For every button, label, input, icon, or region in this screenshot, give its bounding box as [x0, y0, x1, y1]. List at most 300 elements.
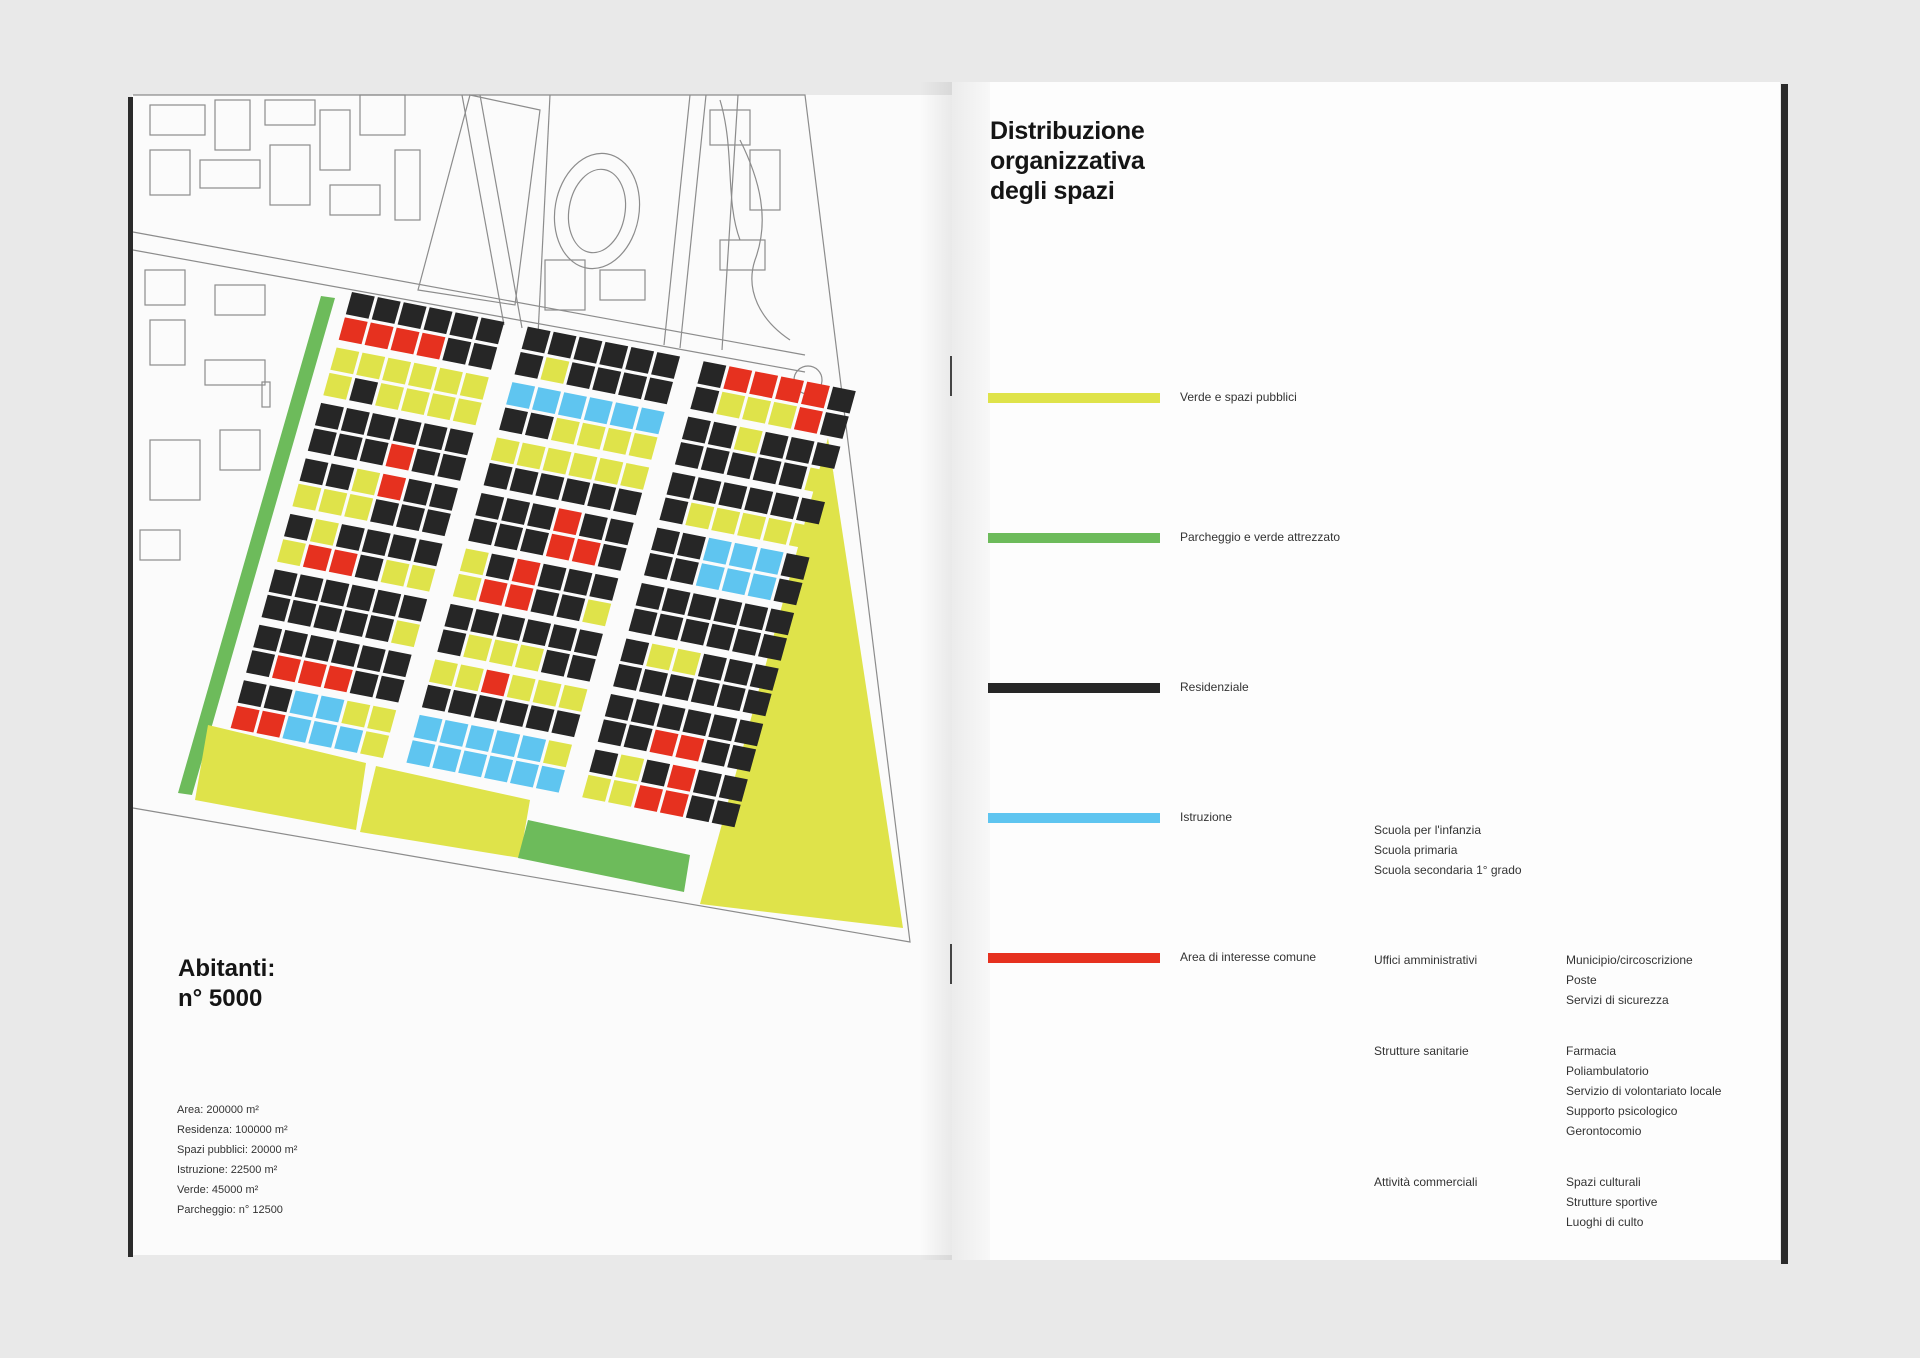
- cell-residenziale: [701, 740, 730, 767]
- cell-istruzione: [506, 382, 535, 409]
- abitanti-heading: [178, 954, 478, 1014]
- cell-interesse: [749, 371, 778, 398]
- cell-residenziale: [474, 695, 503, 722]
- stat-verde: Verde: 45000 m²: [177, 1184, 259, 1196]
- cell-verde: [360, 731, 389, 758]
- cell-residenziale: [414, 539, 443, 566]
- map-building: [215, 285, 265, 315]
- cell-interesse: [481, 670, 510, 697]
- cell-verde: [429, 659, 458, 686]
- cell-verde: [427, 393, 456, 420]
- cell-residenziale: [367, 413, 396, 440]
- cell-residenziale: [357, 645, 386, 672]
- cell-verde: [540, 357, 569, 384]
- detail-item: Municipio/circoscrizione: [1566, 953, 1693, 967]
- cell-istruzione: [308, 721, 337, 748]
- cell-residenziale: [422, 509, 451, 536]
- cell-residenziale: [713, 598, 742, 625]
- legend-label-interesse: Area di interesse comune: [1180, 950, 1317, 964]
- cell-residenziale: [393, 418, 422, 445]
- cell-residenziale: [494, 524, 523, 551]
- cell-residenziale: [468, 518, 497, 545]
- cell-verde: [543, 740, 572, 767]
- cell-residenziale: [566, 362, 595, 389]
- cell-residenziale: [370, 499, 399, 526]
- cell-residenziale: [697, 361, 726, 388]
- cell-residenziale: [429, 484, 458, 511]
- cell-interesse: [667, 765, 696, 792]
- cell-verde: [716, 392, 745, 419]
- cell-residenziale: [567, 655, 596, 682]
- legend-swatch-residenziale: [988, 683, 1160, 693]
- cell-residenziale: [484, 463, 513, 490]
- legend-label-istruzione: Istruzione: [1180, 810, 1233, 824]
- cell-verde: [685, 503, 714, 530]
- legend-swatch-parcheggio: [988, 533, 1160, 543]
- stat-spazi-pubblici: Spazi pubblici: 20000 m²: [177, 1144, 298, 1156]
- stat-parcheggio: Parcheggio: n° 12500: [177, 1204, 283, 1216]
- cell-verde: [391, 620, 420, 647]
- cell-residenziale: [525, 413, 554, 440]
- cell-verde: [351, 469, 380, 496]
- cell-verde: [318, 489, 347, 516]
- cell-istruzione: [536, 766, 565, 793]
- map-building: [750, 150, 780, 210]
- cell-verde: [408, 363, 437, 390]
- cell-verde: [453, 398, 482, 425]
- cell-residenziale: [698, 654, 727, 681]
- cell-verde: [356, 353, 385, 380]
- map-road: [133, 250, 805, 372]
- cell-residenziale: [538, 564, 567, 591]
- cell-residenziale: [526, 705, 555, 732]
- cell-residenziale: [592, 367, 621, 394]
- cell-residenziale: [690, 387, 719, 414]
- cell-residenziale: [253, 625, 282, 652]
- cell-istruzione: [439, 720, 468, 747]
- margin-tick: [950, 356, 952, 396]
- cell-residenziale: [598, 719, 627, 746]
- cell-residenziale: [339, 610, 368, 637]
- map-building: [220, 430, 260, 470]
- cell-residenziale: [320, 580, 349, 607]
- cell-verde: [401, 388, 430, 415]
- cell-verde: [507, 675, 536, 702]
- cell-interesse: [546, 534, 575, 561]
- map-building: [150, 320, 185, 365]
- cell-residenziale: [667, 472, 696, 499]
- cell-residenziale: [269, 569, 298, 596]
- cell-residenziale: [665, 674, 694, 701]
- cell-istruzione: [315, 696, 344, 723]
- cell-verde: [491, 438, 520, 465]
- cell-verde: [608, 780, 637, 807]
- cell-residenziale: [449, 312, 478, 339]
- title-line-3: degli spazi: [990, 177, 1115, 205]
- cell-residenziale: [644, 378, 673, 405]
- cell-residenziale: [437, 629, 466, 656]
- cell-verde: [558, 685, 587, 712]
- cell-residenziale: [598, 544, 627, 571]
- cell-residenziale: [573, 337, 602, 364]
- cell-verde: [489, 640, 518, 667]
- map-road: [480, 95, 522, 328]
- cell-verde: [455, 665, 484, 692]
- cell-residenziale: [651, 528, 680, 555]
- cell-istruzione: [491, 730, 520, 757]
- cell-istruzione: [406, 740, 435, 767]
- cell-residenziale: [708, 422, 737, 449]
- cell-residenziale: [548, 332, 577, 359]
- cell-verde: [515, 645, 544, 672]
- cell-residenziale: [308, 428, 337, 455]
- cell-residenziale: [613, 664, 642, 691]
- cell-residenziale: [662, 588, 691, 615]
- cell-verde: [672, 649, 701, 676]
- cell-istruzione: [729, 543, 758, 570]
- stat-area: Area: 200000 m²: [177, 1104, 259, 1116]
- cell-interesse: [391, 328, 420, 355]
- legend-item-verde: [988, 390, 1468, 433]
- cell-residenziale: [551, 710, 580, 737]
- map-building: [270, 145, 310, 205]
- cell-residenziale: [605, 519, 634, 546]
- cell-istruzione: [696, 563, 725, 590]
- cell-residenziale: [587, 483, 616, 510]
- cell-verde: [434, 368, 463, 395]
- cell-residenziale: [786, 437, 815, 464]
- cell-interesse: [650, 730, 679, 757]
- cell-verde: [277, 539, 306, 566]
- cell-verde: [460, 549, 489, 576]
- cell-residenziale: [437, 454, 466, 481]
- cell-interesse: [775, 377, 804, 404]
- abitanti-value: n° 5000: [178, 985, 263, 1012]
- cell-residenziale: [331, 640, 360, 667]
- abitanti-label: Abitanti:: [178, 955, 276, 982]
- cell-residenziale: [670, 558, 699, 585]
- cell-residenziale: [682, 709, 711, 736]
- cell-residenziale: [692, 477, 721, 504]
- cell-residenziale: [475, 493, 504, 520]
- legend-label-verde: Verde e spazi pubblici: [1180, 390, 1297, 404]
- cell-interesse: [801, 382, 830, 409]
- cell-residenziale: [346, 585, 375, 612]
- cell-residenziale: [535, 473, 564, 500]
- cell-residenziale: [657, 704, 686, 731]
- cell-residenziale: [501, 498, 530, 525]
- cell-verde: [620, 463, 649, 490]
- detail-item: Spazi culturali: [1566, 1175, 1641, 1189]
- cell-verde: [577, 423, 606, 450]
- cell-residenziale: [520, 529, 549, 556]
- cell-interesse: [723, 366, 752, 393]
- cell-verde: [310, 519, 339, 546]
- cell-residenziale: [350, 671, 379, 698]
- cell-istruzione: [558, 392, 587, 419]
- cell-verde: [375, 383, 404, 410]
- map-building: [140, 530, 180, 560]
- category-uffici: Uffici amministrativi: [1374, 953, 1478, 967]
- map-building: [265, 100, 315, 125]
- map-building: [545, 260, 585, 310]
- cell-istruzione: [484, 756, 513, 783]
- cell-residenziale: [706, 624, 735, 651]
- cell-residenziale: [561, 478, 590, 505]
- cell-residenziale: [388, 534, 417, 561]
- margin-tick: [950, 944, 952, 984]
- cell-residenziale: [346, 292, 375, 319]
- map-building: [330, 185, 380, 215]
- cell-residenziale: [717, 684, 746, 711]
- area-stats: [177, 1100, 477, 1220]
- cell-residenziale: [691, 679, 720, 706]
- cell-residenziale: [496, 614, 525, 641]
- legend-swatch-istruzione: [988, 813, 1160, 823]
- cell-residenziale: [701, 447, 730, 474]
- cell-verde: [517, 443, 546, 470]
- cell-residenziale: [522, 327, 551, 354]
- cell-istruzione: [532, 387, 561, 414]
- cell-interesse: [377, 474, 406, 501]
- detail-item: Scuola primaria: [1374, 843, 1458, 857]
- category-commerciali: Attività commerciali: [1374, 1175, 1478, 1189]
- map-road: [538, 95, 550, 335]
- cell-residenziale: [468, 343, 497, 370]
- cell-verde: [763, 518, 792, 545]
- legend-swatch-interesse: [988, 953, 1160, 963]
- istruzione-details: [1374, 820, 1522, 880]
- cell-interesse: [303, 544, 332, 571]
- cell-residenziale: [724, 659, 753, 686]
- cell-residenziale: [500, 700, 529, 727]
- cell-verde: [543, 448, 572, 475]
- legend-item-parcheggio: [988, 530, 1468, 573]
- parking-area-south: [518, 820, 690, 892]
- cell-residenziale: [403, 479, 432, 506]
- cell-verde: [341, 701, 370, 728]
- detail-item: Scuola per l'infanzia: [1374, 823, 1482, 837]
- cell-residenziale: [419, 423, 448, 450]
- map-building: [150, 105, 205, 135]
- cell-residenziale: [682, 417, 711, 444]
- legend-label-parcheggio: Parcheggio e verde attrezzato: [1180, 530, 1341, 544]
- cell-residenziale: [677, 533, 706, 560]
- cell-residenziale: [820, 412, 849, 439]
- map-building: [262, 382, 270, 407]
- cell-istruzione: [290, 691, 319, 718]
- cell-residenziale: [325, 464, 354, 491]
- cell-verde: [382, 358, 411, 385]
- cell-residenziale: [336, 524, 365, 551]
- cell-residenziale: [548, 624, 577, 651]
- cell-residenziale: [448, 690, 477, 717]
- cell-residenziale: [279, 630, 308, 657]
- cell-residenziale: [589, 750, 618, 777]
- cell-verde: [742, 397, 771, 424]
- legend-swatch-verde: [988, 393, 1160, 403]
- title-line-2: organizzativa: [990, 147, 1145, 175]
- cell-residenziale: [510, 468, 539, 495]
- cell-residenziale: [708, 714, 737, 741]
- map-building: [360, 95, 405, 135]
- cell-residenziale: [522, 619, 551, 646]
- map-road: [680, 95, 706, 348]
- cell-verde: [615, 755, 644, 782]
- cell-verde: [463, 634, 492, 661]
- stat-residenza: Residenza: 100000 m²: [177, 1124, 288, 1136]
- cell-residenziale: [687, 593, 716, 620]
- cell-residenziale: [396, 504, 425, 531]
- cell-interesse: [505, 584, 534, 611]
- page-title: [990, 116, 1310, 206]
- cell-istruzione: [517, 735, 546, 762]
- cell-residenziale: [376, 676, 405, 703]
- cell-interesse: [572, 539, 601, 566]
- legend-item-residenziale: [988, 680, 1468, 723]
- cell-interesse: [329, 550, 358, 577]
- cell-residenziale: [360, 439, 389, 466]
- cell-interesse: [298, 660, 327, 687]
- cell-residenziale: [305, 635, 334, 662]
- cell-residenziale: [541, 650, 570, 677]
- cell-istruzione: [748, 573, 777, 600]
- cell-residenziale: [718, 482, 747, 509]
- cell-interesse: [479, 579, 508, 606]
- detail-item: Servizi di sicurezza: [1566, 993, 1669, 1007]
- cell-residenziale: [599, 342, 628, 369]
- detail-item: Servizio di volontariato locale: [1566, 1084, 1722, 1098]
- cell-residenziale: [238, 680, 267, 707]
- cell-residenziale: [744, 487, 773, 514]
- cell-istruzione: [610, 402, 639, 429]
- cell-verde: [323, 373, 352, 400]
- cell-residenziale: [349, 378, 378, 405]
- map-building: [320, 110, 350, 170]
- cell-istruzione: [755, 548, 784, 575]
- cell-residenziale: [470, 609, 499, 636]
- cell-istruzione: [414, 715, 443, 742]
- cell-verde: [292, 484, 321, 511]
- cell-interesse: [365, 323, 394, 350]
- cell-residenziale: [563, 569, 592, 596]
- cell-residenziale: [475, 318, 504, 345]
- category-sanitarie: Strutture sanitarie: [1374, 1044, 1469, 1058]
- cell-residenziale: [639, 669, 668, 696]
- cell-interesse: [339, 317, 368, 344]
- title-line-1: Distribuzione: [990, 117, 1145, 145]
- cell-residenziale: [424, 307, 453, 334]
- cell-residenziale: [770, 493, 799, 520]
- cell-residenziale: [398, 302, 427, 329]
- cell-verde: [582, 775, 611, 802]
- cell-residenziale: [515, 352, 544, 379]
- cell-residenziale: [531, 589, 560, 616]
- cell-verde: [367, 706, 396, 733]
- cell-istruzione: [722, 568, 751, 595]
- cell-residenziale: [262, 595, 291, 622]
- cell-residenziale: [313, 605, 342, 632]
- cell-residenziale: [641, 760, 670, 787]
- map-building: [200, 160, 260, 188]
- cell-residenziale: [644, 553, 673, 580]
- cell-verde: [603, 428, 632, 455]
- cell-verde: [453, 574, 482, 601]
- cell-interesse: [257, 711, 286, 738]
- cell-interesse: [660, 790, 689, 817]
- cell-residenziale: [287, 600, 316, 627]
- cell-residenziale: [365, 615, 394, 642]
- cell-residenziale: [574, 629, 603, 656]
- cell-istruzione: [334, 726, 363, 753]
- map-building: [150, 440, 200, 500]
- cell-interesse: [794, 407, 823, 434]
- cell-residenziale: [579, 513, 608, 540]
- cell-verde: [381, 560, 410, 587]
- detail-item: Scuola secondaria 1° grado: [1374, 863, 1522, 877]
- cell-residenziale: [499, 408, 528, 435]
- detail-item: Poste: [1566, 973, 1597, 987]
- cell-residenziale: [624, 725, 653, 752]
- cell-residenziale: [355, 555, 384, 582]
- cell-interesse: [324, 666, 353, 693]
- cell-residenziale: [315, 403, 344, 430]
- cell-residenziale: [246, 650, 275, 677]
- cell-residenziale: [605, 694, 634, 721]
- cell-residenziale: [442, 338, 471, 365]
- cell-verde: [568, 453, 597, 480]
- cell-residenziale: [680, 619, 709, 646]
- cell-istruzione: [458, 751, 487, 778]
- cell-residenziale: [362, 529, 391, 556]
- cell-residenziale: [686, 795, 715, 822]
- cell-residenziale: [383, 650, 412, 677]
- cell-interesse: [512, 559, 541, 586]
- cell-residenziale: [486, 554, 515, 581]
- cell-verde: [594, 458, 623, 485]
- cell-residenziale: [444, 428, 473, 455]
- items-sanitarie: [1566, 1041, 1721, 1141]
- cell-verde: [734, 427, 763, 454]
- cell-residenziale: [613, 488, 642, 515]
- map-building: [145, 270, 185, 305]
- detail-item: Farmacia: [1566, 1044, 1617, 1058]
- cell-istruzione: [282, 716, 311, 743]
- cell-residenziale: [739, 603, 768, 630]
- cell-residenziale: [625, 347, 654, 374]
- cell-residenziale: [372, 590, 401, 617]
- cell-verde: [330, 348, 359, 375]
- cell-residenziale: [444, 604, 473, 631]
- map-building: [710, 110, 750, 145]
- cell-istruzione: [510, 761, 539, 788]
- cell-verde: [768, 402, 797, 429]
- detail-item: Poliambulatorio: [1566, 1064, 1649, 1078]
- cell-residenziale: [654, 614, 683, 641]
- cell-interesse: [231, 706, 260, 733]
- cell-interesse: [675, 735, 704, 762]
- cell-verde: [711, 508, 740, 535]
- cell-interesse: [553, 508, 582, 535]
- cell-verde: [460, 373, 489, 400]
- map-building: [205, 360, 265, 385]
- map-stadium: [546, 147, 649, 276]
- cell-residenziale: [411, 449, 440, 476]
- items-commerciali: [1566, 1172, 1657, 1232]
- map-road: [462, 95, 504, 325]
- cell-residenziale: [334, 434, 363, 461]
- stat-istruzione: Istruzione: 22500 m²: [177, 1164, 278, 1176]
